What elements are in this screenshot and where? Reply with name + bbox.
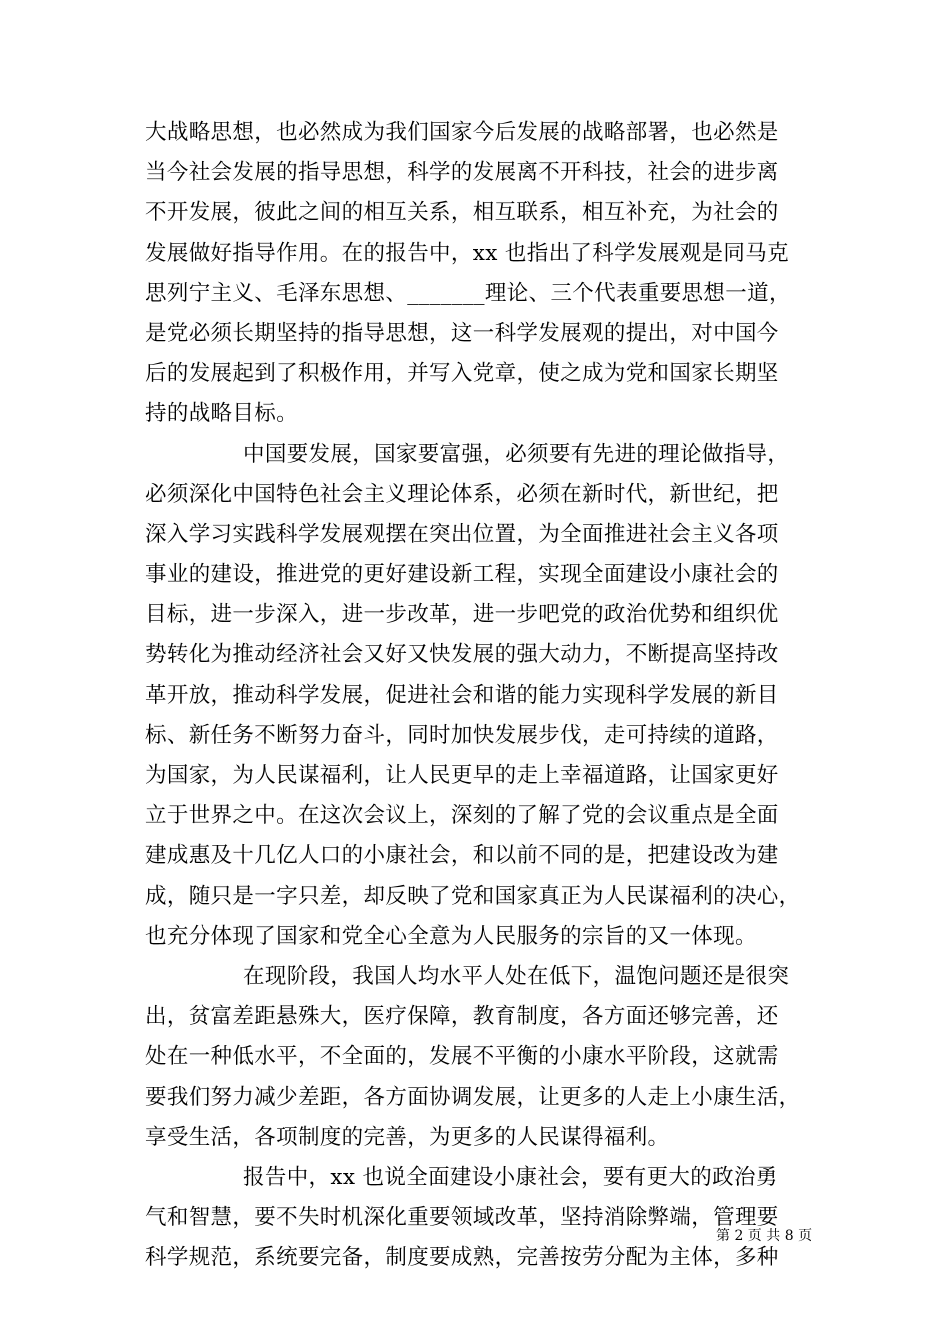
text-line: 发展做好指导作用。在的报告中，xx 也指出了科学发展观是同马克 — [145, 240, 789, 266]
text-line: 目标，进一步深入，进一步改革，进一步吧党的政治优势和组织优 — [145, 602, 779, 628]
text-line: 气和智慧，要不失时机深化重要领域改革，坚持消除弊端，管理要 — [145, 1205, 779, 1231]
text-line: 当今社会发展的指导思想，科学的发展离不开科技，社会的进步离 — [145, 160, 779, 186]
text-line: 大战略思想，也必然成为我们国家今后发展的战略部署，也必然是 — [145, 120, 779, 145]
text-line: 立于世界之中。在这次会议上，深刻的了解了党的会议重点是全面 — [145, 803, 779, 829]
text-line: 势转化为推动经济社会又好又快发展的强大动力，不断提高坚持改 — [145, 642, 779, 668]
text-line: 也充分体现了国家和党全心全意为人民服务的宗旨的又一体现。 — [145, 923, 757, 949]
body-text — [145, 113, 815, 1278]
page-footer: 第 2 页 共 8 页 — [716, 1228, 813, 1244]
text-line: 处在一种低水平，不全面的，发展不平衡的小康水平阶段，这就需 — [145, 1044, 779, 1070]
text-line: 持的战略目标。 — [145, 401, 298, 427]
text-line: 标、新任务不断努力奋斗，同时加快发展步伐，走可持续的道路， — [145, 722, 779, 748]
text-line: 享受生活，各项制度的完善，为更多的人民谋得福利。 — [145, 1124, 670, 1150]
text-line: 科学规范，系统要完备，制度要成熟，完善按劳分配为主体，多种 — [145, 1245, 779, 1271]
text-line: 革开放，推动科学发展，促进社会和谐的能力实现科学发展的新目 — [145, 682, 779, 708]
paragraph-start-line: 报告中，xx 也说全面建设小康社会，要有更大的政治勇 — [243, 1164, 778, 1190]
text-line: 深入学习实践科学发展观摆在突出位置，为全面推进社会主义各项 — [145, 521, 779, 547]
text-line: 思列宁主义、毛泽东思想、_______理论、三个代表重要思想一道， — [145, 280, 791, 306]
text-line: 必须深化中国特色社会主义理论体系，必须在新时代，新世纪，把 — [145, 481, 779, 507]
text-line: 是党必须长期坚持的指导思想，这一科学发展观的提出，对中国今 — [145, 320, 779, 346]
paragraph-start-line: 在现阶段，我国人均水平人处在低下，温饱问题还是很突 — [243, 963, 790, 989]
text-line: 建成惠及十几亿人口的小康社会，和以前不同的是，把建设改为建 — [145, 843, 779, 869]
text-line: 事业的建设，推进党的更好建设新工程，实现全面建设小康社会的 — [145, 562, 779, 588]
paragraph-start-line: 中国要发展，国家要富强，必须要有先进的理论做指导， — [243, 441, 790, 467]
text-line: 后的发展起到了积极作用，并写入党章，使之成为党和国家长期坚 — [145, 361, 779, 387]
text-line: 成，随只是一字只差，却反映了党和国家真正为人民谋福利的决心， — [145, 883, 801, 909]
text-line: 出，贫富差距悬殊大，医疗保障，教育制度，各方面还够完善，还 — [145, 1004, 779, 1030]
text-line: 要我们努力减少差距，各方面协调发展，让更多的人走上小康生活， — [145, 1084, 801, 1110]
text-line: 不开发展，彼此之间的相互关系，相互联系，相互补充，为社会的 — [145, 200, 779, 226]
text-line: 为国家，为人民谋福利，让人民更早的走上幸福道路，让国家更好 — [145, 763, 779, 788]
